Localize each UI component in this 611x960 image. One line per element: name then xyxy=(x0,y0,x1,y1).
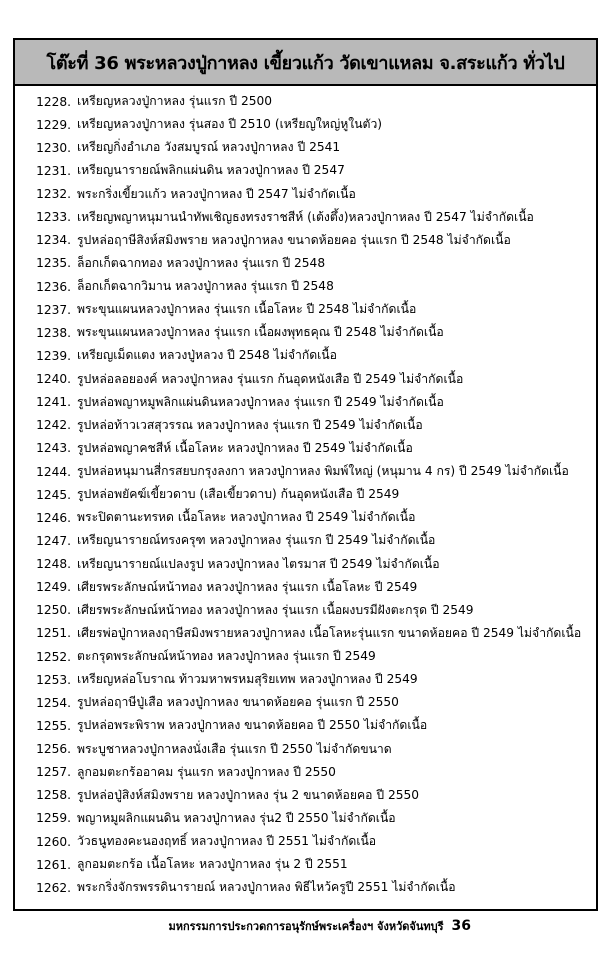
item-number: 1237. xyxy=(36,302,71,317)
list-item xyxy=(15,576,596,599)
list-item xyxy=(15,853,596,876)
list-item xyxy=(15,622,596,645)
item-number: 1256. xyxy=(36,742,71,757)
list-item xyxy=(15,159,596,182)
item-text: รูปหล่อปู่สิงห์สมิงพราย หลวงปู่กาหลง รุ่น 2 ขนาดห้อยคอ ปี 2550 xyxy=(77,787,419,802)
item-text: ตะกรุดพระลักษณ์หน้าทอง หลวงปู่กาหลง รุ่นแรก ปี 2549 xyxy=(77,649,376,664)
item-text: เหรียญหล่อโบราณ ท้าวมหาพรหมสุริยเทพ หลวงปู่กาหลง ปี 2549 xyxy=(77,672,418,687)
list-item xyxy=(15,298,596,321)
item-text: ลูกอมตะกร้อ เนื้อโลหะ หลวงปู่กาหลง รุ่น 2 ปี 2551 xyxy=(77,857,348,872)
item-number: 1240. xyxy=(36,372,71,387)
item-number: 1254. xyxy=(36,695,71,710)
item-number: 1253. xyxy=(36,672,71,687)
item-number: 1245. xyxy=(36,487,71,502)
item-number: 1255. xyxy=(36,718,71,733)
list-item xyxy=(15,460,596,483)
item-text: เหรียญนารายณ์พลิกแผ่นดิน หลวงปู่กาหลง ปี 2547 xyxy=(77,163,345,178)
item-text: รูปหล่อพญาคชสีห์ เนื้อโลหะ หลวงปู่กาหลง ปี 2549 ไม่จำกัดเนื้อ xyxy=(77,440,413,455)
table-header xyxy=(15,40,596,86)
item-text: ลูกอมตะกร้ออาคม รุ่นแรก หลวงปู่กาหลง ปี 2550 xyxy=(77,764,336,779)
list-item xyxy=(15,183,596,206)
item-list xyxy=(15,90,596,899)
item-text: เหรียญนารายณ์แปลงรูป หลวงปู่กาหลง ไตรมาส ปี 2549 ไม่จำกัดเนื้อ xyxy=(77,556,440,571)
item-number: 1259. xyxy=(36,811,71,826)
footer-text: มหกรรมการประกวดการอนุรักษ์พระเครื่องฯ จังหวัดจันทบุรี xyxy=(168,920,444,933)
item-number: 1260. xyxy=(36,834,71,849)
item-text: รูปหล่อหนุมานสี่กรสยบกรุงลงกา หลวงปู่กาหลง พิมพ์ใหญ่ (หนุมาน 4 กร) ปี 2549 ไม่จำกัดเนื้อ xyxy=(77,464,569,479)
list-item xyxy=(15,738,596,761)
item-text: ล็อกเก็ตฉากทอง หลวงปู่กาหลง รุ่นแรก ปี 2548 xyxy=(77,255,326,270)
item-number: 1238. xyxy=(36,325,71,340)
item-number: 1230. xyxy=(36,140,71,155)
item-text: เหรียญพญาหนุมานนำทัพเชิญธงทรงราชสีห์ (เต้งตึ้ง)หลวงปู่กาหลง ปี 2547 ไม่จำกัดเนื้อ xyxy=(77,209,534,224)
item-text: พระขุนแผนหลวงปู่กาหลง รุ่นแรก เนื้อผงพุทธคุณ ปี 2548 ไม่จำกัดเนื้อ xyxy=(77,325,444,340)
item-text: รูปหล่อลอยองค์ หลวงปู่กาหลง รุ่นแรก ก้นอุดหนังเสือ ปี 2549 ไม่จำกัดเนื้อ xyxy=(77,371,464,386)
item-text: พญาหมูผลิกแผนดิน หลวงปู่กาหลง รุ่น2 ปี 2550 ไม่จำกัดเนื้อ xyxy=(77,810,396,825)
item-text: ล็อกเก็ตฉากวิมาน หลวงปู่กาหลง รุ่นแรก ปี 2548 xyxy=(77,279,334,294)
item-text: เหรียญนารายณ์ทรงครุฑ หลวงปู่กาหลง รุ่นแรก ปี 2549 ไม่จำกัดเนื้อ xyxy=(77,533,436,548)
item-text: เหรียญหลวงปู่กาหลง รุ่นสอง ปี 2510 (เหรียญใหญ่หูในตัว) xyxy=(77,117,383,132)
list-item xyxy=(15,275,596,298)
list-item xyxy=(15,714,596,737)
item-text: รูปหล่อพระพิราพ หลวงปู่กาหลง ขนาดห้อยคอ ปี 2550 ไม่จำกัดเนื้อ xyxy=(77,718,428,733)
item-text: เศียรพระลักษณ์หน้าทอง หลวงปู่กาหลง รุ่นแรก เนื้อผงบรมีฝังตะกรุด ปี 2549 xyxy=(77,602,474,617)
list-item xyxy=(15,599,596,622)
item-number: 1235. xyxy=(36,256,71,271)
item-number: 1252. xyxy=(36,649,71,664)
list-item xyxy=(15,321,596,344)
item-number: 1239. xyxy=(36,348,71,363)
item-number: 1244. xyxy=(36,464,71,479)
item-text: พระปิดตานะทรหด เนื้อโลหะ หลวงปู่กาหลง ปี 2549 ไม่จำกัดเนื้อ xyxy=(77,510,416,525)
item-number: 1228. xyxy=(36,94,71,109)
list-item xyxy=(15,506,596,529)
item-text: รูปหล่อฤาษีปู่เสือ หลวงปู่กาหลง ขนาดห้อยคอ รุ่นแรก ปี 2550 xyxy=(77,695,399,710)
list-item xyxy=(15,344,596,367)
item-number: 1249. xyxy=(36,580,71,595)
list-item xyxy=(15,553,596,576)
item-number: 1250. xyxy=(36,603,71,618)
item-text: เหรียญเม็ดแตง หลวงปู่หลวง ปี 2548 ไม่จำกัดเนื้อ xyxy=(77,348,337,363)
page-number: 36 xyxy=(451,918,471,934)
item-text: พระกริ่งเขี้ยวแก้ว หลวงปู่กาหลง ปี 2547 ไม่จำกัดเนื้อ xyxy=(77,186,356,201)
list-item xyxy=(15,437,596,460)
list-item xyxy=(15,668,596,691)
item-number: 1236. xyxy=(36,279,71,294)
list-item xyxy=(15,136,596,159)
item-text: รูปหล่อท้าวเวสสุวรรณ หลวงปู่กาหลง รุ่นแรก ปี 2549 ไม่จำกัดเนื้อ xyxy=(77,417,423,432)
list-item xyxy=(15,414,596,437)
item-text: รูปหล่อพญาหมูพลิกแผ่นดินหลวงปู่กาหลง รุ่นแรก ปี 2549 ไม่จำกัดเนื้อ xyxy=(77,394,444,409)
item-number: 1233. xyxy=(36,210,71,225)
item-number: 1258. xyxy=(36,788,71,803)
item-text: เหรียญหลวงปู่กาหลง รุ่นแรก ปี 2500 xyxy=(77,94,273,109)
item-number: 1246. xyxy=(36,510,71,525)
list-item xyxy=(15,529,596,552)
item-number: 1231. xyxy=(36,163,71,178)
item-number: 1262. xyxy=(36,880,71,895)
list-item xyxy=(15,830,596,853)
list-item xyxy=(15,761,596,784)
list-item xyxy=(15,691,596,714)
item-number: 1248. xyxy=(36,557,71,572)
item-number: 1247. xyxy=(36,533,71,548)
list-item xyxy=(15,483,596,506)
list-item xyxy=(15,113,596,136)
item-number: 1251. xyxy=(36,626,71,641)
list-item xyxy=(15,368,596,391)
item-number: 1261. xyxy=(36,857,71,872)
list-item xyxy=(15,206,596,229)
item-text: เศียรพ่อปู่กาหลงฤาษีสมิงพรายหลวงปู่กาหลง เนื้อโลหะรุ่นแรก ขนาดห้อยคอ ปี 2549 ไม่จำกัดเนื้อ xyxy=(77,625,582,640)
item-text: พระขุนแผนหลวงปู่กาหลง รุ่นแรก เนื้อโลหะ ปี 2548 ไม่จำกัดเนื้อ xyxy=(77,302,417,317)
item-text: พระกริ่งจักรพรรดินารายณ์ หลวงปู่กาหลง พิธีไหว้ครูปี 2551 ไม่จำกัดเนื้อ xyxy=(77,880,456,895)
item-number: 1241. xyxy=(36,395,71,410)
list-item xyxy=(15,876,596,899)
item-text: วัวธนูทองคะนองฤทธิ์ หลวงปู่กาหลง ปี 2551 ไม่จำกัดเนื้อ xyxy=(77,834,377,849)
list-item xyxy=(15,90,596,113)
page-title: โต๊ะที่ 36 พระหลวงปู่กาหลง เขี้ยวแก้ว วัดเขาแหลม จ.สระแก้ว ทั่วไป xyxy=(46,52,565,74)
item-number: 1229. xyxy=(36,117,71,132)
item-text: เศียรพระลักษณ์หน้าทอง หลวงปู่กาหลง รุ่นแรก เนื้อโลหะ ปี 2549 xyxy=(77,579,418,594)
item-text: รูปหล่อพยัคฆ์เขี้ยวดาบ (เสือเขี้ยวดาบ) ก้นอุดหนังเสือ ปี 2549 xyxy=(77,487,400,502)
list-item xyxy=(15,252,596,275)
item-number: 1232. xyxy=(36,187,71,202)
item-number: 1257. xyxy=(36,765,71,780)
item-number: 1243. xyxy=(36,441,71,456)
item-number: 1242. xyxy=(36,418,71,433)
list-item xyxy=(15,229,596,252)
item-text: รูปหล่อฤาษีสิงห์สมิงพราย หลวงปู่กาหลง ขนาดห้อยคอ รุ่นแรก ปี 2548 ไม่จำกัดเนื้อ xyxy=(77,232,511,247)
item-text: พระบูชาหลวงปู่กาหลงนั่งเสือ รุ่นแรก ปี 2550 ไม่จำกัดขนาด xyxy=(77,741,392,756)
list-item xyxy=(15,391,596,414)
page-footer xyxy=(168,917,471,935)
list-item xyxy=(15,784,596,807)
item-text: เหรียญกิ่งอำเภอ วังสมบูรณ์ หลวงปู่กาหลง ปี 2541 xyxy=(77,140,341,155)
list-item xyxy=(15,807,596,830)
item-number: 1234. xyxy=(36,233,71,248)
list-item xyxy=(15,645,596,668)
document-frame xyxy=(13,38,598,911)
